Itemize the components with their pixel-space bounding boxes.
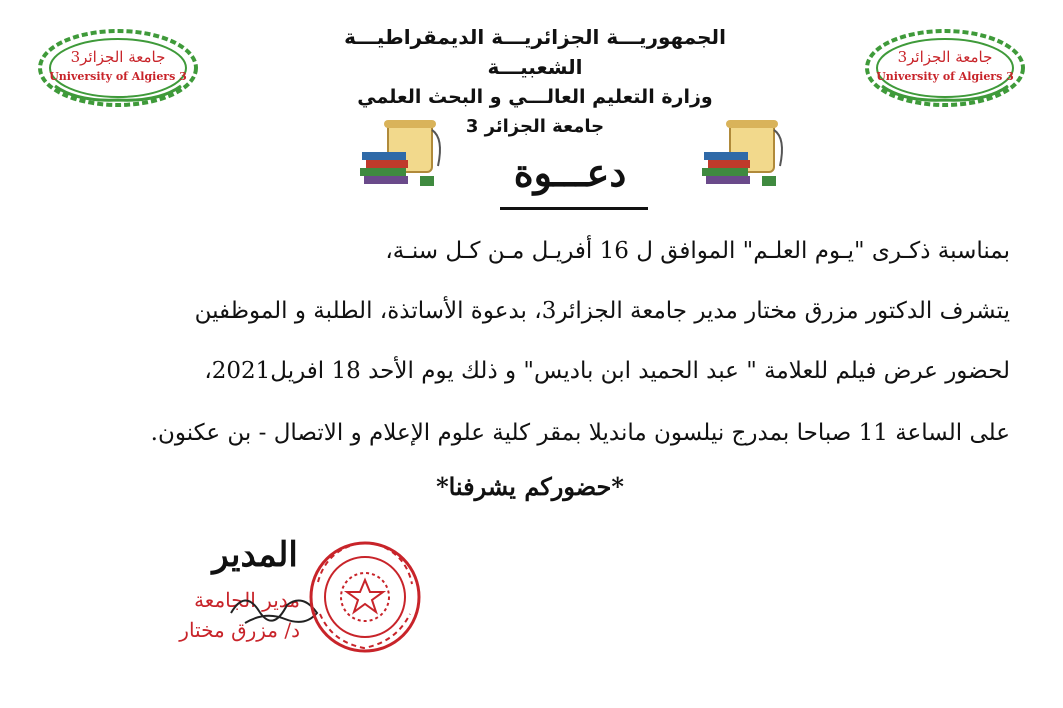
svg-text:University of Algiers 3: University of Algiers 3: [876, 70, 1014, 83]
svg-text:جامعة الجزائر3: جامعة الجزائر3: [897, 48, 993, 66]
closing-phrase: *حضوركم يشرفنا*: [436, 472, 624, 501]
handwritten-title: مدير الجامعة: [194, 588, 300, 612]
republic-name: الجمهوريـــة الجزائريـــة الديمقراطيـــة الشعبيـــة: [344, 25, 726, 79]
books-scroll-icon: [358, 118, 446, 188]
svg-text:University of Algiers 3: University of Algiers 3: [49, 70, 187, 83]
ministry-name: وزارة التعليم العالـــي و البحث العلمي: [357, 86, 713, 108]
body-line-4: على الساعة 11 صباحا بمدرج نيلسون مانديلا بمقر كلية علوم الإعلام و الاتصال - بن عكنون.: [150, 420, 1010, 446]
svg-text:جامعة الجزائر3: جامعة الجزائر3: [70, 48, 166, 66]
university-name: جامعة الجزائر 3: [465, 116, 605, 137]
university-logo-right: [864, 28, 1026, 108]
invitation-title: دعـــوة: [513, 150, 627, 195]
director-title: المدير: [212, 535, 298, 575]
body-line-1: بمناسبة ذكـرى "يـوم العلـم" الموافق ل 16 أفريـل مـن كـل سنـة،: [385, 238, 1010, 264]
body-line-2: يتشرف الدكتور مزرق مختار مدير جامعة الجزائر3، بدعوة الأساتذة، الطلبة و الموظفين: [194, 298, 1010, 324]
official-stamp: [306, 532, 424, 662]
books-scroll-icon: [700, 118, 788, 188]
body-line-3: لحضور عرض فيلم للعلامة " عبد الحميد ابن باديس" و ذلك يوم الأحد 18 افريل2021،: [204, 358, 1010, 384]
title-underline: [500, 207, 648, 210]
handwritten-name: د/ مزرق مختار: [179, 618, 300, 642]
university-logo-left: [37, 28, 199, 108]
